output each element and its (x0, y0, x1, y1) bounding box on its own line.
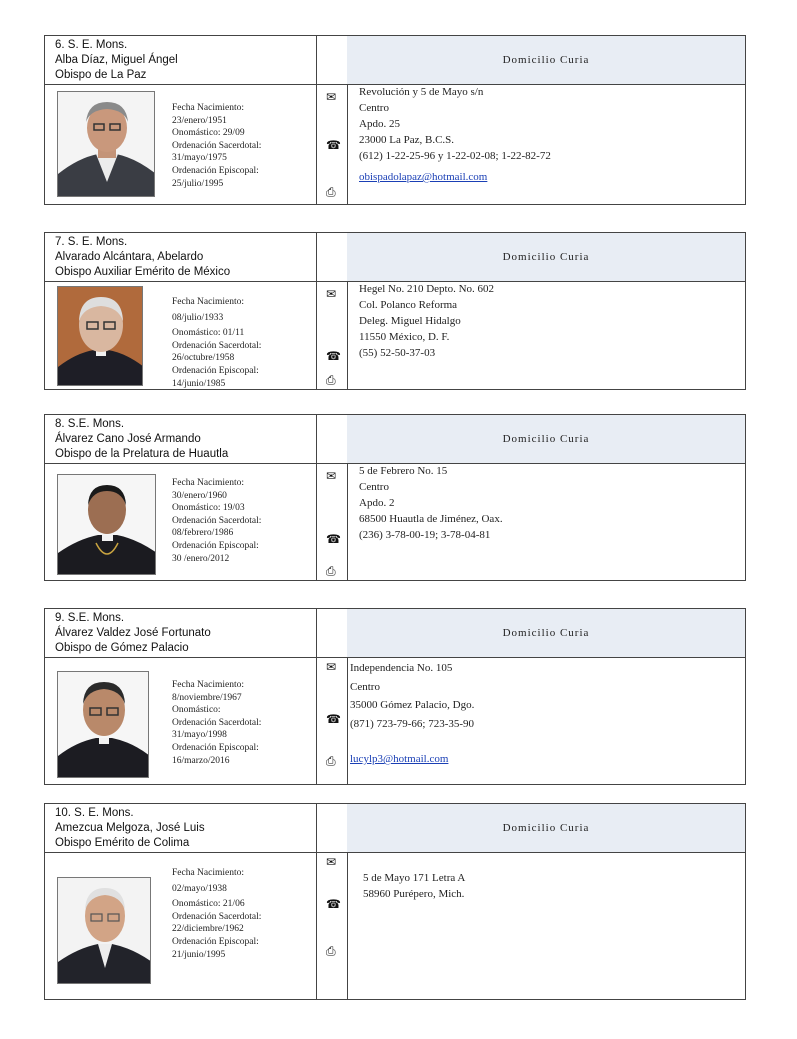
birth-date-label: Fecha Nacimiento: (172, 680, 245, 690)
birth-date-label: Fecha Nacimiento: (172, 868, 245, 878)
address-line: Centro (350, 680, 380, 693)
bishop-dates (172, 867, 261, 961)
address-block (359, 281, 494, 361)
ordination-bishop-label: Ordenación Episcopal: (172, 936, 259, 947)
address-block (363, 870, 465, 902)
header-spacer-cell (316, 36, 348, 84)
phone-line: (236) 3-78-00-19; 3-78-04-81 (359, 529, 491, 541)
ordination-bishop-label: Ordenación Episcopal: (172, 365, 259, 376)
entry-header (45, 415, 745, 464)
header-spacer-cell (316, 233, 348, 281)
domicilio-header: Domicilio Curia (347, 415, 745, 463)
birth-date-label: Fecha Nacimiento: (172, 478, 245, 488)
bishop-photo (57, 877, 151, 984)
bishop-dates (172, 477, 261, 565)
domicilio-header: Domicilio Curia (347, 36, 745, 84)
bishop-name-block (45, 233, 316, 281)
entry-header (45, 233, 745, 282)
bishop-number-title: 9. S.E. Mons. (55, 612, 125, 624)
bishop-entry-10 (44, 803, 746, 1000)
birth-date-label: Fecha Nacimiento: (172, 297, 245, 307)
onomastico: Onomástico: 19/03 (172, 503, 245, 514)
bishop-number-title: 8. S.E. Mons. (55, 418, 125, 430)
address-line: Hegel No. 210 Depto. No. 602 (359, 283, 495, 295)
icon-column (316, 464, 348, 581)
bishop-name-block (45, 609, 316, 657)
address-line: Revolución y 5 de Mayo s/n (359, 86, 484, 98)
ordination-priest-date: 31/mayo/1975 (172, 153, 227, 164)
address-block (359, 463, 503, 543)
address-line: Apdo. 2 (359, 497, 395, 509)
bishop-name-block (45, 804, 316, 852)
address-line: Apdo. 25 (359, 118, 400, 130)
address-line: 58960 Purépero, Mich. (363, 888, 465, 900)
telephone-icon: ☎ (326, 897, 341, 911)
bishop-entry-6 (44, 35, 746, 205)
birth-date: 30/enero/1960 (172, 490, 227, 501)
ordination-bishop-label: Ordenación Episcopal: (172, 540, 259, 551)
ordination-priest-date: 22/diciembre/1962 (172, 924, 244, 935)
ordination-priest-label: Ordenación Sacerdotal: (172, 911, 262, 922)
bishop-photo (57, 286, 143, 386)
bishop-entry-7 (44, 232, 746, 390)
ordination-bishop-label: Ordenación Episcopal: (172, 165, 259, 176)
mailbox-icon: ✉ (326, 660, 337, 674)
icon-column (316, 658, 348, 785)
birth-date: 02/mayo/1938 (172, 883, 227, 894)
phone-line: (612) 1-22-25-96 y 1-22-02-08; 1-22-82-72 (359, 150, 551, 162)
fax-icon: ⎙ (326, 754, 336, 768)
domicilio-header: Domicilio Curia (347, 233, 745, 281)
bishop-office: Obispo de Gómez Palacio (55, 642, 189, 654)
bishop-office: Obispo de La Paz (55, 69, 147, 81)
address-line: Independencia No. 105 (350, 662, 453, 674)
ordination-priest-label: Ordenación Sacerdotal: (172, 515, 262, 526)
bishop-dates (172, 102, 261, 190)
birth-date: 23/enero/1951 (172, 115, 227, 126)
telephone-icon: ☎ (326, 138, 341, 152)
bishop-photo (57, 91, 155, 197)
onomastico: Onomástico: (172, 705, 221, 716)
birth-date-label: Fecha Nacimiento: (172, 103, 245, 113)
ordination-bishop-date: 21/junio/1995 (172, 949, 226, 960)
birth-date: 08/julio/1933 (172, 312, 224, 323)
icon-column (316, 85, 348, 205)
address-line: 23000 La Paz, B.C.S. (359, 134, 455, 146)
ordination-priest-label: Ordenación Sacerdotal: (172, 140, 262, 151)
ordination-bishop-date: 25/julio/1995 (172, 178, 224, 189)
bishop-number-title: 10. S. E. Mons. (55, 807, 134, 819)
phone-line: (55) 52-50-37-03 (359, 347, 436, 359)
bishop-name: Alvarado Alcántara, Abelardo (55, 251, 204, 263)
header-spacer-cell (316, 415, 348, 463)
address-line: Deleg. Miguel Hidalgo (359, 315, 461, 327)
bishop-dates (172, 679, 261, 767)
address-line: 5 de Febrero No. 15 (359, 465, 448, 477)
entry-header (45, 609, 745, 658)
bishop-dates (172, 296, 261, 390)
bishop-office: Obispo Emérito de Colima (55, 837, 190, 849)
address-block (359, 84, 551, 185)
onomastico: Onomástico: 29/09 (172, 128, 245, 139)
bishop-name: Álvarez Valdez José Fortunato (55, 627, 211, 639)
ordination-bishop-date: 14/junio/1985 (172, 378, 226, 389)
entry-header (45, 804, 745, 853)
domicilio-header: Domicilio Curia (347, 804, 745, 852)
header-spacer-cell (316, 609, 348, 657)
fax-icon: ⎙ (326, 373, 336, 387)
email-link[interactable]: obispadolapaz@hotmail.com (359, 171, 488, 183)
mailbox-icon: ✉ (326, 855, 337, 869)
bishop-office: Obispo Auxiliar Emérito de México (55, 266, 231, 278)
icon-column (316, 282, 348, 390)
bishop-name: Amezcua Melgoza, José Luis (55, 822, 205, 834)
address-line: 11550 México, D. F. (359, 331, 450, 343)
address-line: 68500 Huautla de Jiménez, Oax. (359, 513, 503, 525)
bishop-name-block (45, 36, 316, 84)
birth-date: 8/noviembre/1967 (172, 692, 242, 703)
bishop-name-block (45, 415, 316, 463)
bishop-name: Álvarez Cano José Armando (55, 433, 201, 445)
ordination-priest-label: Ordenación Sacerdotal: (172, 340, 262, 351)
bishop-entry-9 (44, 608, 746, 785)
telephone-icon: ☎ (326, 532, 341, 546)
address-line: 5 de Mayo 171 Letra A (363, 872, 466, 884)
ordination-bishop-label: Ordenación Episcopal: (172, 742, 259, 753)
entry-header (45, 36, 745, 85)
mailbox-icon: ✉ (326, 469, 337, 483)
domicilio-header: Domicilio Curia (347, 609, 745, 657)
onomastico: Onomástico: 21/06 (172, 899, 245, 910)
ordination-priest-date: 08/febrero/1986 (172, 528, 234, 539)
bishop-photo (57, 474, 156, 575)
email-link[interactable]: lucylp3@hotmail.com (350, 753, 449, 765)
bishop-office: Obispo de la Prelatura de Huautla (55, 448, 229, 460)
icon-column (316, 853, 348, 999)
address-line: Centro (359, 102, 389, 114)
ordination-bishop-date: 30 /enero/2012 (172, 553, 230, 564)
bishop-number-title: 6. S. E. Mons. (55, 39, 128, 51)
phone-line: (871) 723-79-66; 723-35-90 (350, 717, 475, 730)
fax-icon: ⎙ (326, 185, 336, 199)
onomastico: Onomástico: 01/11 (172, 328, 245, 339)
address-block (350, 659, 474, 769)
header-spacer-cell (316, 804, 348, 852)
address-line: 35000 Gómez Palacio, Dgo. (350, 699, 475, 711)
address-line: Col. Polanco Reforma (359, 299, 458, 311)
fax-icon: ⎙ (326, 564, 336, 578)
address-line: Centro (359, 481, 389, 493)
bishop-entry-8 (44, 414, 746, 581)
telephone-icon: ☎ (326, 349, 341, 363)
bishop-number-title: 7. S. E. Mons. (55, 236, 128, 248)
ordination-priest-date: 31/mayo/1998 (172, 730, 227, 741)
bishop-photo (57, 671, 149, 778)
ordination-priest-label: Ordenación Sacerdotal: (172, 717, 262, 728)
ordination-priest-date: 26/octubre/1958 (172, 353, 235, 364)
fax-icon: ⎙ (326, 944, 336, 958)
ordination-bishop-date: 16/marzo/2016 (172, 755, 230, 766)
bishop-name: Alba Díaz, Miguel Ángel (55, 54, 178, 66)
mailbox-icon: ✉ (326, 287, 337, 301)
mailbox-icon: ✉ (326, 90, 337, 104)
telephone-icon: ☎ (326, 712, 341, 726)
